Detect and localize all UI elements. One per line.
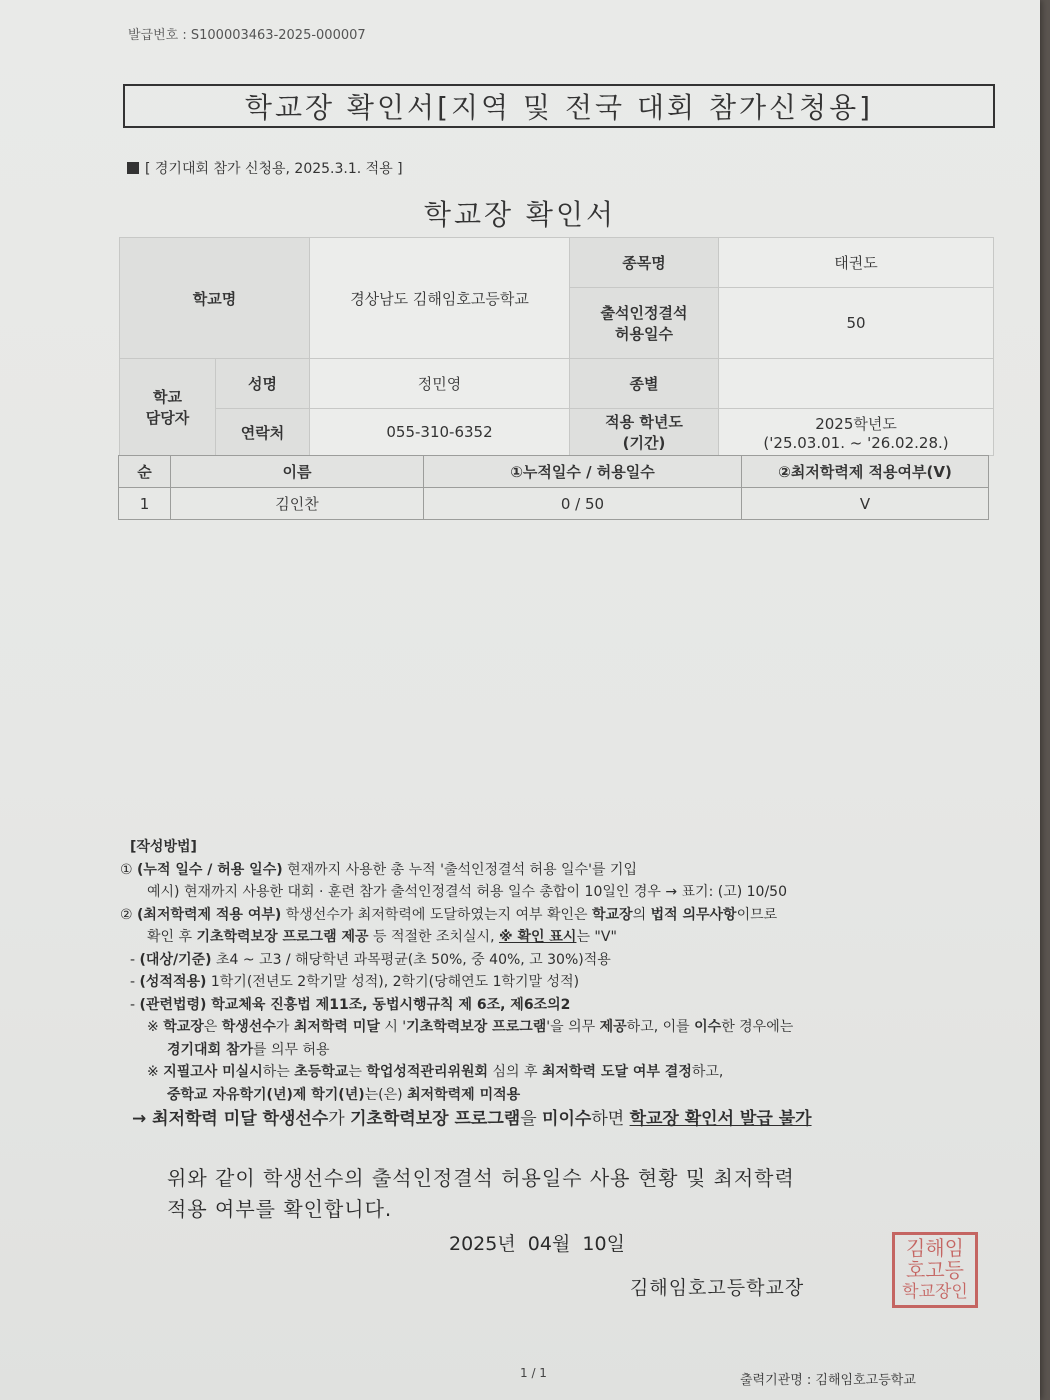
note-principal-cont-bold: 경기대회 참가 bbox=[167, 1041, 254, 1058]
instruction-1-key: (누적 일수 / 허용 일수) bbox=[137, 861, 283, 878]
school-year-label-line2: (기간) bbox=[622, 434, 666, 452]
allowed-days-value: 50 bbox=[719, 288, 994, 359]
criteria-target-key: (대상/기준) bbox=[139, 951, 212, 968]
issue-date: 2025년 04월 10일 bbox=[449, 1233, 625, 1255]
info-table bbox=[119, 237, 994, 456]
note-elementary-b4: 최저학력 도달 여부 결정 bbox=[541, 1064, 692, 1080]
note-principal-b3: 최저학력 미달 bbox=[293, 1019, 380, 1035]
criteria-target-text: 초4 ~ 고3 / 해당학년 과목평균(초 50%, 중 40%, 고 30%)적용 bbox=[211, 951, 611, 968]
criteria-law bbox=[120, 994, 1000, 1017]
roster-header-row bbox=[119, 456, 989, 488]
note-elementary-cont-t1: 는(은) bbox=[364, 1086, 408, 1103]
roster-cell-number: 1 bbox=[119, 488, 171, 520]
allowed-days-label bbox=[570, 288, 719, 359]
roster-header-minimum: ②최저학력제 적용여부(V) bbox=[742, 456, 989, 488]
warning-f: 하면 bbox=[591, 1109, 630, 1129]
criteria-grades bbox=[120, 971, 1000, 994]
note-elementary bbox=[120, 1061, 1000, 1084]
school-name-label: 학교명 bbox=[120, 238, 310, 359]
instruction-2-marker: ② bbox=[120, 906, 138, 923]
manager-label-line1: 학교 bbox=[153, 388, 182, 406]
document-title: 학교장 확인서[지역 및 전국 대회 참가신청용] bbox=[244, 91, 874, 124]
criteria-grades-dash: - bbox=[130, 974, 140, 990]
official-seal-icon bbox=[892, 1232, 978, 1308]
allowed-days-label-line2: 허용일수 bbox=[615, 325, 673, 343]
criteria-law-dash: - bbox=[130, 996, 140, 1013]
note-elementary-cont-b2: 최저학력제 미적용 bbox=[407, 1086, 521, 1103]
note-elementary-b2: 초등학교 bbox=[294, 1064, 349, 1080]
note-elementary-marker: ※ bbox=[147, 1064, 164, 1080]
page-number: 1 / 1 bbox=[520, 1366, 547, 1380]
note-elementary-cont-b1: 중학교 자유학기(년)제 학기(년) bbox=[167, 1086, 365, 1103]
note-principal-t6: 한 경우에는 bbox=[721, 1019, 794, 1035]
square-bullet-icon bbox=[127, 162, 139, 174]
instruction-1-marker: ① bbox=[120, 861, 138, 878]
instruction-2-cont-a: 확인 후 bbox=[147, 929, 197, 945]
school-year-label bbox=[570, 409, 719, 456]
instruction-1-example: 예시) 현재까지 사용한 대회 · 훈련 참가 출석인정결석 허용 일수 총합이 10일인 경우 → 표기: (고) 10/50 bbox=[147, 884, 787, 900]
category-value bbox=[719, 359, 994, 409]
instruction-2-bold-b: 법적 의무사항 bbox=[650, 906, 737, 923]
heading: 학교장 확인서 bbox=[423, 198, 617, 231]
instructions-title-text: [작성방법] bbox=[130, 839, 197, 855]
instruction-2-cont-mark: ※ 확인 표시 bbox=[498, 929, 577, 945]
category-label: 종별 bbox=[570, 359, 719, 409]
school-year-value bbox=[719, 409, 994, 456]
instruction-2-bold-a: 학교장 bbox=[592, 906, 633, 923]
note-principal-t3: 시 ' bbox=[379, 1019, 407, 1035]
confirmation-statement bbox=[167, 1163, 795, 1225]
allowed-days-label-line1: 출석인정결석 bbox=[600, 304, 688, 322]
instruction-2-cont-bold: 기초학력보장 프로그램 제공 bbox=[196, 929, 369, 945]
note-elementary-t2: 는 bbox=[348, 1064, 367, 1080]
name-label: 성명 bbox=[216, 359, 310, 409]
note-principal-cont-text: 를 의무 허용 bbox=[253, 1041, 330, 1058]
criteria-law-text: (관련법령) 학교체육 진흥법 제11조, 동법시행규칙 제 6조, 제6조의2 bbox=[139, 996, 571, 1013]
note-principal-b5: 제공 bbox=[599, 1019, 627, 1035]
criteria-grades-key: (성적적용) bbox=[139, 974, 207, 990]
note-elementary-t1: 하는 bbox=[262, 1064, 295, 1080]
roster-header-name: 이름 bbox=[171, 456, 424, 488]
roster-cell-minimum: V bbox=[742, 488, 989, 520]
criteria-grades-text: 1학기(전년도 2학기말 성적), 2학기(당해연도 1학기말 성적) bbox=[206, 974, 580, 990]
instruction-2-text-b: 의 bbox=[632, 906, 651, 923]
table-row bbox=[119, 488, 989, 520]
seal-line1: 김해임 bbox=[906, 1236, 964, 1260]
instruction-2-text: 학생선수가 최저학력에 도달하였는지 여부 확인은 bbox=[281, 906, 592, 923]
note-principal-t4: '을 의무 bbox=[546, 1019, 600, 1035]
instruction-2-key: (최저학력제 적용 여부) bbox=[137, 906, 282, 923]
warning-e: 미이수 bbox=[542, 1109, 592, 1129]
note-principal-cont bbox=[120, 1039, 1000, 1062]
school-year-line2: ('25.03.01. ~ '26.02.28.) bbox=[763, 433, 949, 452]
instructions bbox=[120, 836, 1000, 1131]
subtitle bbox=[127, 158, 403, 178]
criteria-target-dash: - bbox=[130, 951, 140, 968]
manager-label-line2: 담당자 bbox=[145, 409, 190, 427]
instruction-2-cont-c: 는 "V" bbox=[576, 929, 617, 945]
note-principal-b2: 학생선수 bbox=[221, 1019, 276, 1035]
roster-header-days: ①누적일수 / 허용일수 bbox=[424, 456, 742, 488]
instruction-2-cont bbox=[120, 926, 1000, 949]
warning-line bbox=[120, 1108, 1000, 1131]
note-elementary-t3: 심의 후 bbox=[488, 1064, 542, 1080]
instructions-title bbox=[120, 836, 1000, 859]
instruction-2-cont-b: 등 적절한 조치실시, bbox=[368, 929, 499, 945]
seal-line3: 학교장인 bbox=[902, 1282, 968, 1302]
warning-c: 기초학력보장 프로그램 bbox=[350, 1109, 521, 1129]
note-principal-t1: 은 bbox=[203, 1019, 222, 1035]
note-principal bbox=[120, 1016, 1000, 1039]
roster-header-number: 순 bbox=[119, 456, 171, 488]
note-elementary-b3: 학업성적관리위원회 bbox=[366, 1064, 489, 1080]
note-principal-t2: 가 bbox=[275, 1019, 294, 1035]
note-elementary-cont bbox=[120, 1084, 1000, 1107]
event-label: 종목명 bbox=[570, 238, 719, 288]
note-principal-marker: ※ bbox=[147, 1019, 164, 1035]
confirmation-line1: 위와 같이 학생선수의 출석인정결석 허용일수 사용 현황 및 최저학력 bbox=[167, 1166, 795, 1190]
document-title-box bbox=[123, 84, 995, 128]
warning-a: → 최저학력 미달 학생선수 bbox=[132, 1109, 329, 1129]
warning-b: 가 bbox=[328, 1109, 351, 1129]
manager-label bbox=[120, 359, 216, 456]
note-elementary-t4: 하고, bbox=[691, 1064, 724, 1080]
instruction-2 bbox=[120, 904, 1000, 927]
note-principal-t5: 하고, 이를 bbox=[626, 1019, 695, 1035]
seal-line2: 호고등 bbox=[906, 1258, 964, 1282]
contact-label: 연락처 bbox=[216, 409, 310, 456]
school-year-line1: 2025학년도 bbox=[815, 414, 897, 433]
note-principal-b4: 기초학력보장 프로그램 bbox=[406, 1019, 547, 1035]
school-year-label-line1: 적용 학년도 bbox=[605, 413, 683, 431]
printing-institution: 출력기관명 : 김해임호고등학교 bbox=[740, 1373, 916, 1388]
event-value: 태권도 bbox=[719, 238, 994, 288]
principal-signature: 김해임호고등학교장 bbox=[630, 1277, 805, 1299]
warning-d: 을 bbox=[520, 1109, 543, 1129]
manager-name: 정민영 bbox=[310, 359, 570, 409]
issue-number: 발급번호 : S100003463-2025-000007 bbox=[128, 28, 366, 43]
subtitle-text: [ 경기대회 참가 신청용, 2025.3.1. 적용 ] bbox=[145, 161, 403, 177]
instruction-1 bbox=[120, 859, 1000, 882]
contact-value: 055-310-6352 bbox=[310, 409, 570, 456]
instruction-1-text: 현재까지 사용한 총 누적 '출석인정결석 허용 일수'를 기입 bbox=[282, 861, 637, 878]
roster-cell-days: 0 / 50 bbox=[424, 488, 742, 520]
roster-table bbox=[118, 455, 989, 520]
instruction-2-text-c: 이므로 bbox=[736, 906, 778, 923]
confirmation-line2: 적용 여부를 확인합니다. bbox=[167, 1197, 393, 1221]
criteria-target bbox=[120, 949, 1000, 972]
note-principal-b6: 이수 bbox=[694, 1019, 722, 1035]
warning-g: 학교장 확인서 발급 불가 bbox=[629, 1109, 812, 1129]
school-name: 경상남도 김해임호고등학교 bbox=[310, 238, 570, 359]
note-principal-b1: 학교장 bbox=[163, 1019, 204, 1035]
note-elementary-b1: 지필고사 미실시 bbox=[163, 1064, 263, 1080]
roster-cell-name: 김인찬 bbox=[171, 488, 424, 520]
